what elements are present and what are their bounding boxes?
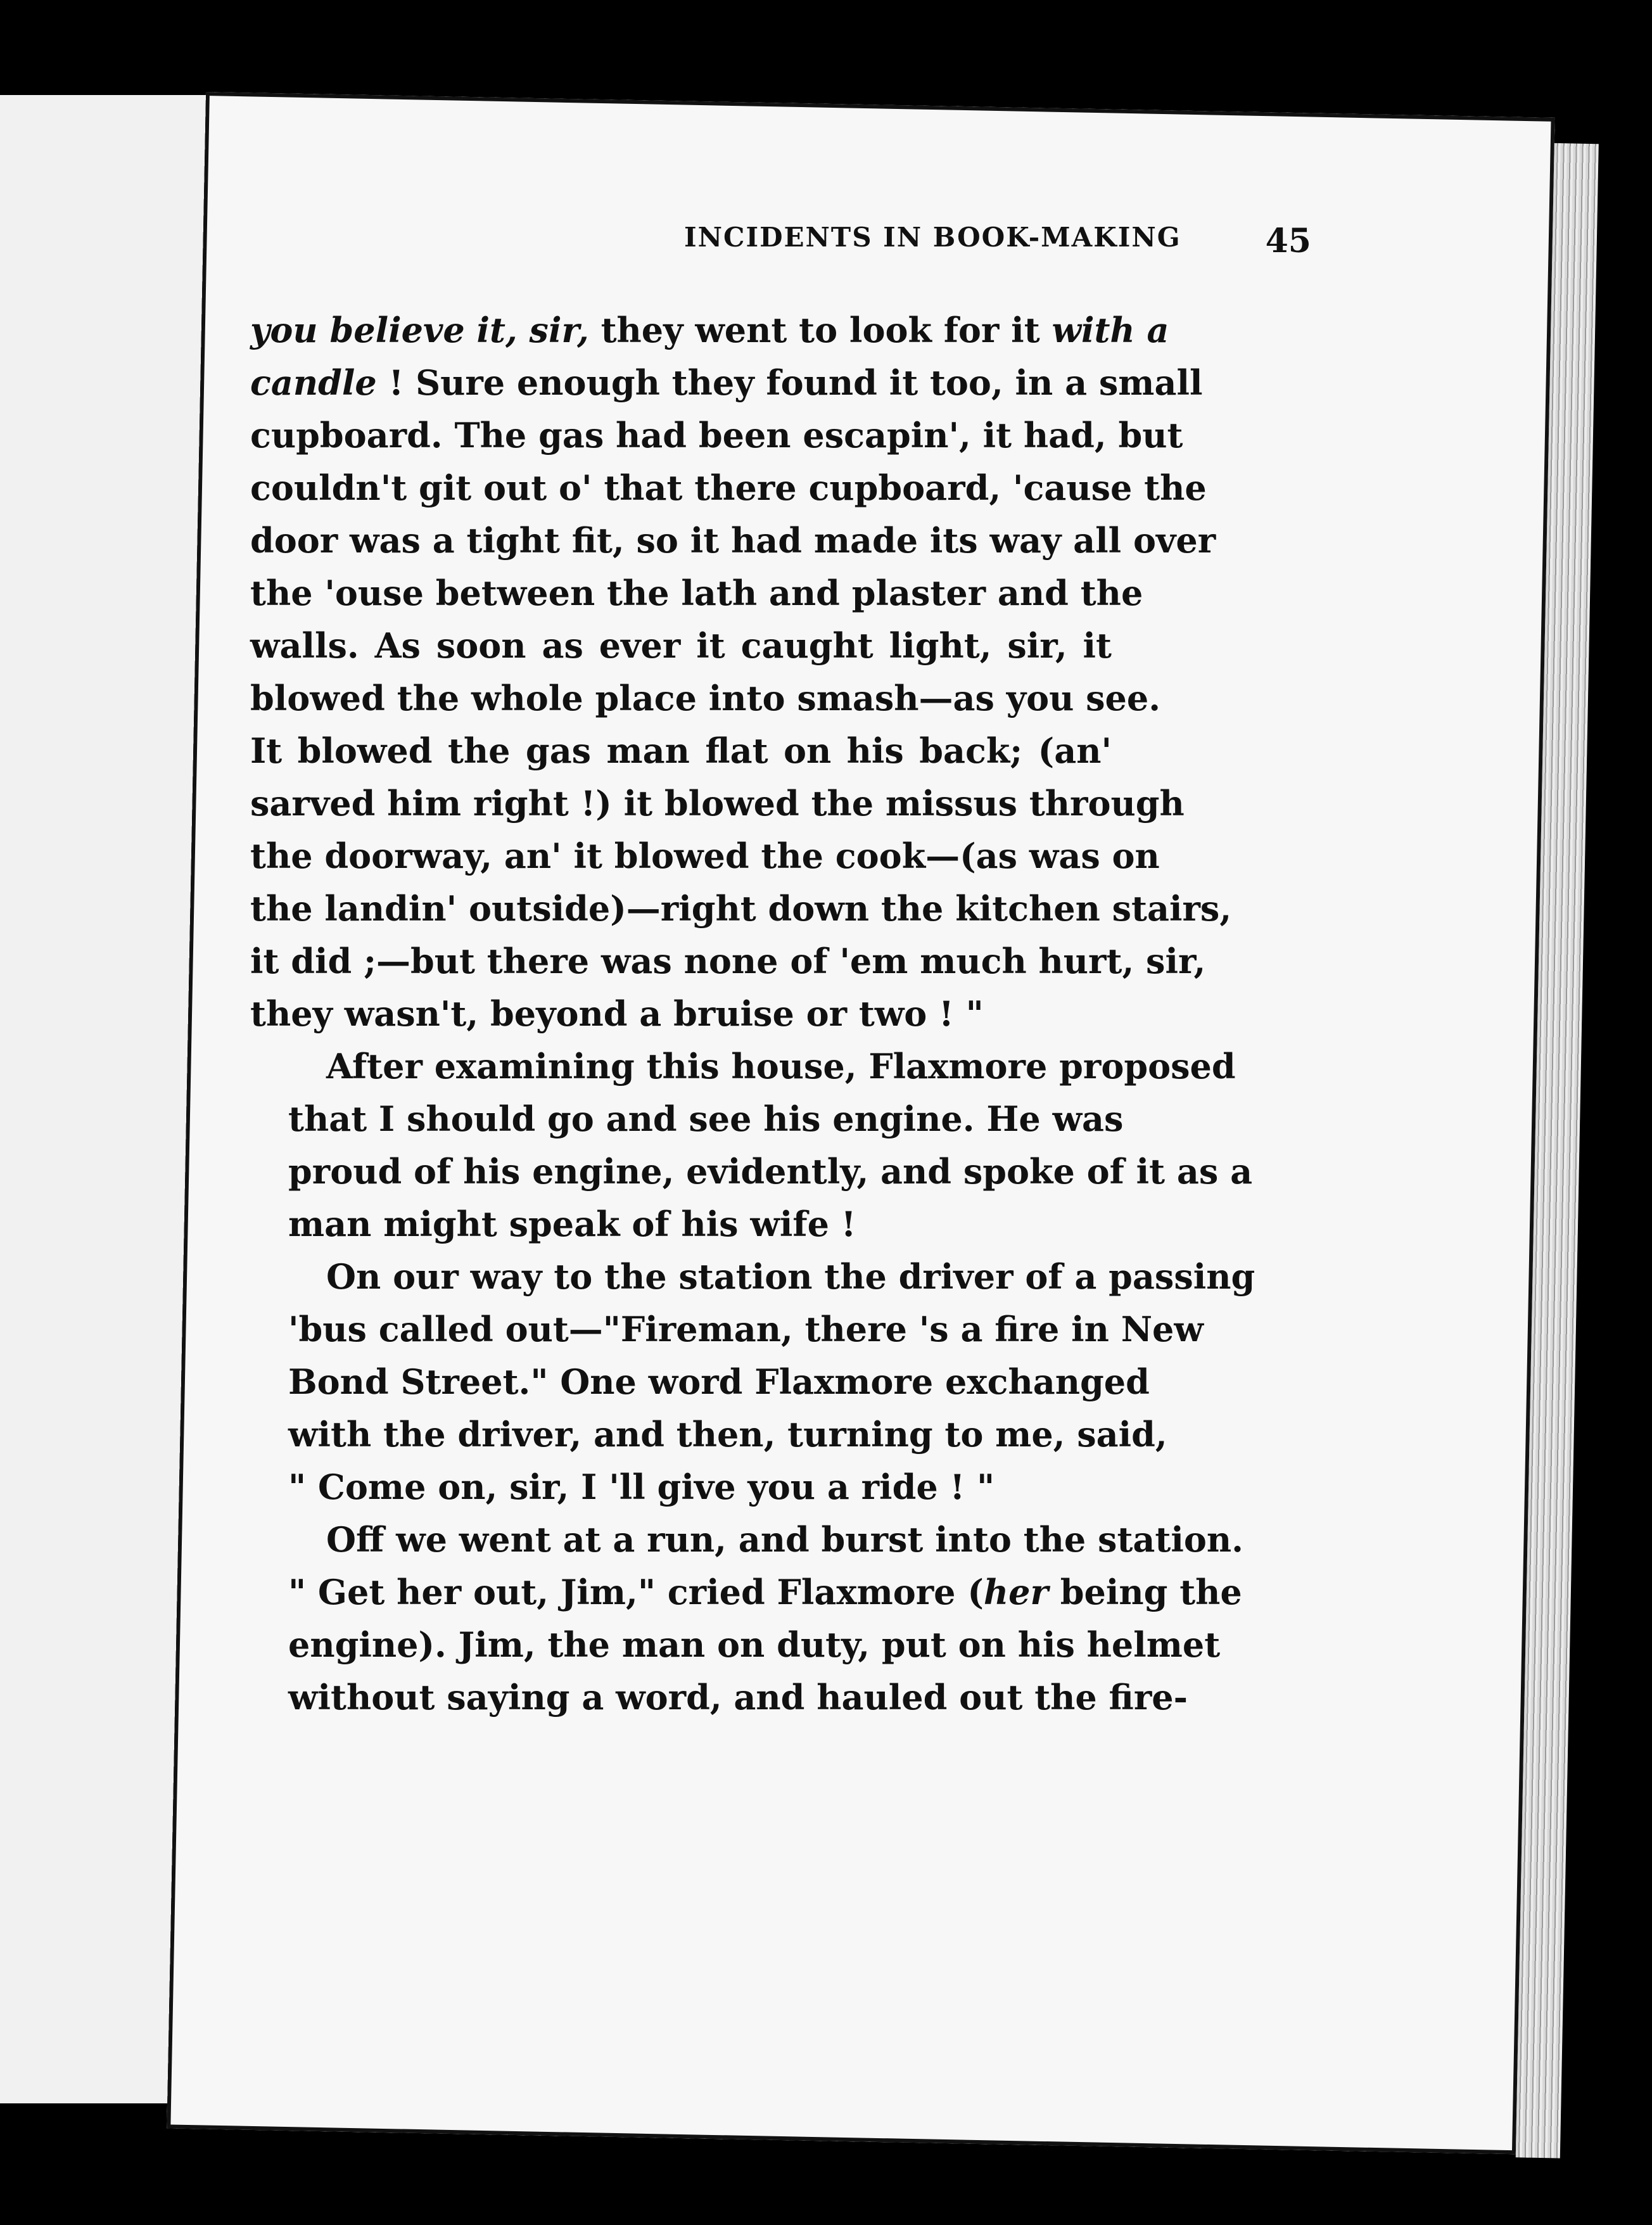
italic-text: candle	[250, 362, 377, 403]
text-line: that I should go and see his engine. He was	[288, 1099, 1124, 1139]
text-line: sarved him right !) it blowed the missus through	[250, 783, 1185, 824]
paragraph	[250, 304, 1232, 1040]
text-line: candle ! Sure enough they found it too, in a small	[250, 362, 1203, 403]
page-header	[488, 222, 1349, 279]
italic-text: you believe it, sir,	[250, 310, 589, 350]
italic-text: with a	[1052, 310, 1169, 350]
text-line: they wasn't, beyond a bruise or two ! "	[250, 993, 984, 1034]
paragraph	[250, 1251, 1255, 1514]
text-line: blowed the whole place into smash—as you see.	[250, 678, 1161, 718]
text-line: Bond Street." One word Flaxmore exchanged	[288, 1361, 1150, 1402]
text-line: couldn't git out o' that there cupboard, 'cause the	[250, 468, 1207, 508]
page-edges	[1516, 143, 1599, 2158]
text-line: 'bus called out—"Fireman, there 's a fire in New	[288, 1309, 1204, 1349]
text-line: " Come on, sir, I 'll give you a ride ! "	[288, 1467, 995, 1507]
text-line: the 'ouse between the lath and plaster and the	[250, 573, 1143, 613]
running-head: INCIDENTS IN BOOK-MAKING	[684, 222, 1181, 253]
text-line: it did ;—but there was none of 'em much hurt, sir,	[250, 941, 1206, 981]
text-line: cupboard. The gas had been escapin', it had, but	[250, 415, 1183, 456]
body-text	[250, 304, 1255, 1724]
page-number: 45	[1265, 222, 1311, 260]
italic-text: her	[983, 1572, 1048, 1612]
text-line: " Get her out, Jim," cried Flaxmore (her being the	[288, 1572, 1242, 1612]
text-line: It blowed the gas man flat on his back; (an'	[250, 730, 1112, 771]
text-line: the doorway, an' it blowed the cook—(as was on	[250, 836, 1160, 876]
text-line: proud of his engine, evidently, and spoke of it as a	[288, 1151, 1253, 1192]
text-line: engine). Jim, the man on duty, put on his helmet	[288, 1624, 1221, 1665]
paragraph	[250, 1040, 1253, 1251]
text-line: After examining this house, Flaxmore proposed	[326, 1046, 1236, 1087]
text-line: Off we went at a run, and burst into the station.	[326, 1519, 1243, 1560]
text-line: door was a tight fit, so it had made its way all over	[250, 520, 1216, 561]
text-line: On our way to the station the driver of a passing	[326, 1256, 1255, 1297]
text-line: the landin' outside)—right down the kitchen stairs,	[250, 888, 1232, 929]
text-line: you believe it, sir, they went to look for it with a	[250, 310, 1169, 350]
text-line: with the driver, and then, turning to me, said,	[288, 1414, 1167, 1455]
paragraph	[250, 1514, 1243, 1724]
text-line: man might speak of his wife !	[288, 1204, 856, 1244]
text-line: walls. As soon as ever it caught light, sir, it	[250, 625, 1112, 666]
text-line: without saying a word, and hauled out the fire-	[288, 1677, 1188, 1718]
